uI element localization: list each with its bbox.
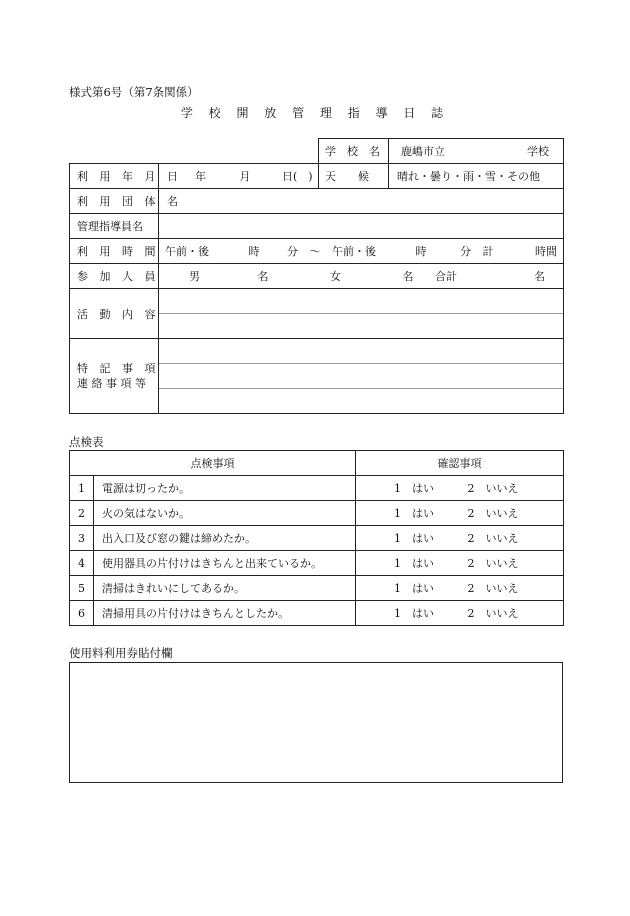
checklist-row-number: 3 bbox=[70, 526, 94, 551]
option-no[interactable]: 2 いいえ bbox=[467, 557, 519, 570]
supervisor-label: 管理指導員名 bbox=[70, 214, 159, 239]
participants-female: 女 bbox=[330, 270, 341, 283]
checklist-row-text: 出入口及び窓の鍵は締めたか。 bbox=[94, 526, 356, 551]
activity-row bbox=[70, 289, 564, 339]
time-hour-start: 時 bbox=[248, 245, 260, 258]
checklist-header-item: 点検事項 bbox=[70, 451, 356, 476]
notes-line-2[interactable] bbox=[159, 364, 563, 389]
checklist-row-number: 2 bbox=[70, 501, 94, 526]
checklist-row bbox=[70, 501, 564, 526]
checklist-row-text: 電源は切ったか。 bbox=[94, 476, 356, 501]
checklist-row-confirm bbox=[356, 501, 564, 526]
activity-field[interactable] bbox=[159, 289, 564, 339]
checklist-row bbox=[70, 601, 564, 626]
activity-line-2[interactable] bbox=[159, 314, 563, 338]
date-year: 年 bbox=[195, 170, 206, 183]
time-row bbox=[70, 239, 564, 264]
ticket-section-label: 使用料利用券貼付欄 bbox=[69, 646, 173, 660]
participants-row bbox=[70, 264, 564, 289]
school-prefix: 鹿嶋市立 bbox=[401, 145, 445, 158]
date-row bbox=[70, 164, 564, 189]
checklist-row-confirm bbox=[356, 476, 564, 501]
notes-label-line2: 連 絡 事 項 等 bbox=[77, 377, 146, 390]
date-label: 利 用 年 月 日 bbox=[70, 164, 159, 189]
checklist-row-number: 4 bbox=[70, 551, 94, 576]
checklist-row bbox=[70, 576, 564, 601]
checklist-row bbox=[70, 551, 564, 576]
participants-male: 男 bbox=[189, 270, 200, 283]
time-tilde: ～ bbox=[309, 245, 321, 258]
option-no[interactable]: 2 いいえ bbox=[467, 607, 519, 620]
school-label: 学 校 名 bbox=[319, 139, 389, 164]
weather-label: 天 候 bbox=[319, 164, 389, 189]
option-yes[interactable]: 1 はい bbox=[394, 507, 434, 520]
participants-label: 参 加 人 員 bbox=[70, 264, 159, 289]
time-ampm-start: 午前・後 bbox=[165, 245, 209, 258]
checklist-row bbox=[70, 526, 564, 551]
school-table bbox=[318, 138, 564, 164]
checklist-header-row bbox=[70, 451, 564, 476]
participants-female-unit: 名 bbox=[402, 270, 414, 283]
checklist-row-text: 火の気はないか。 bbox=[94, 501, 356, 526]
participants-total: 合計 bbox=[435, 270, 457, 283]
option-no[interactable]: 2 いいえ bbox=[467, 532, 519, 545]
notes-field[interactable] bbox=[159, 339, 564, 414]
checklist-section-label: 点検表 bbox=[69, 435, 104, 449]
time-min-end: 分 bbox=[460, 245, 471, 258]
date-month: 月 bbox=[239, 170, 251, 183]
option-no[interactable]: 2 いいえ bbox=[467, 507, 519, 520]
time-field[interactable] bbox=[159, 239, 564, 264]
checklist-row-confirm bbox=[356, 601, 564, 626]
group-field[interactable] bbox=[159, 189, 564, 214]
participants-male-unit: 名 bbox=[257, 270, 269, 283]
checklist-row-text: 使用器具の片付けはきちんと出来ているか。 bbox=[94, 551, 356, 576]
notes-line-1[interactable] bbox=[159, 339, 563, 364]
form-id: 様式第6号（第7条関係） bbox=[69, 85, 199, 99]
checklist-row-text: 清掃用具の片付けはきちんとしたか。 bbox=[94, 601, 356, 626]
participants-field[interactable] bbox=[159, 264, 564, 289]
time-min-start: 分 bbox=[287, 245, 298, 258]
school-name-field[interactable] bbox=[389, 139, 564, 164]
option-yes[interactable]: 1 はい bbox=[394, 607, 434, 620]
option-yes[interactable]: 1 はい bbox=[394, 482, 434, 495]
time-ampm-end: 午前・後 bbox=[332, 245, 376, 258]
checklist-row-number: 1 bbox=[70, 476, 94, 501]
notes-label-line1: 特 記 事 項 bbox=[77, 362, 160, 375]
option-no[interactable]: 2 いいえ bbox=[467, 582, 519, 595]
option-yes[interactable]: 1 はい bbox=[394, 557, 434, 570]
checklist-row bbox=[70, 476, 564, 501]
option-no[interactable]: 2 いいえ bbox=[467, 482, 519, 495]
checklist-row-number: 6 bbox=[70, 601, 94, 626]
time-label: 利 用 時 間 bbox=[70, 239, 159, 264]
date-day: 日( ) bbox=[282, 170, 313, 183]
time-hour-end: 時 bbox=[415, 245, 427, 258]
document-title: 学 校 開 放 管 理 指 導 日 誌 bbox=[180, 106, 450, 120]
time-hours: 時間 bbox=[535, 245, 557, 258]
school-suffix: 学校 bbox=[527, 145, 549, 158]
checklist-row-confirm bbox=[356, 526, 564, 551]
ticket-paste-area[interactable] bbox=[69, 662, 563, 783]
checklist-row-text: 清掃はきれいにしてあるか。 bbox=[94, 576, 356, 601]
notes-label bbox=[70, 339, 159, 414]
group-row bbox=[70, 189, 564, 214]
main-info-table bbox=[69, 163, 564, 414]
participants-total-unit: 名 bbox=[534, 270, 545, 283]
notes-line-3[interactable] bbox=[159, 389, 563, 413]
checklist-row-confirm bbox=[356, 551, 564, 576]
time-total: 計 bbox=[482, 245, 494, 258]
checklist-table bbox=[69, 450, 564, 626]
checklist-header-confirm: 確認事項 bbox=[356, 451, 564, 476]
option-yes[interactable]: 1 はい bbox=[394, 532, 434, 545]
activity-line-1[interactable] bbox=[159, 289, 563, 314]
checklist-row-number: 5 bbox=[70, 576, 94, 601]
supervisor-field[interactable] bbox=[159, 214, 564, 239]
supervisor-row bbox=[70, 214, 564, 239]
checklist-row-confirm bbox=[356, 576, 564, 601]
group-label: 利 用 団 体 名 bbox=[70, 189, 159, 214]
weather-options[interactable]: 晴れ・曇り・雨・雪・その他 bbox=[389, 164, 564, 189]
notes-row bbox=[70, 339, 564, 414]
activity-label: 活 動 内 容 bbox=[70, 289, 159, 339]
option-yes[interactable]: 1 はい bbox=[394, 582, 434, 595]
date-field[interactable] bbox=[159, 164, 319, 189]
